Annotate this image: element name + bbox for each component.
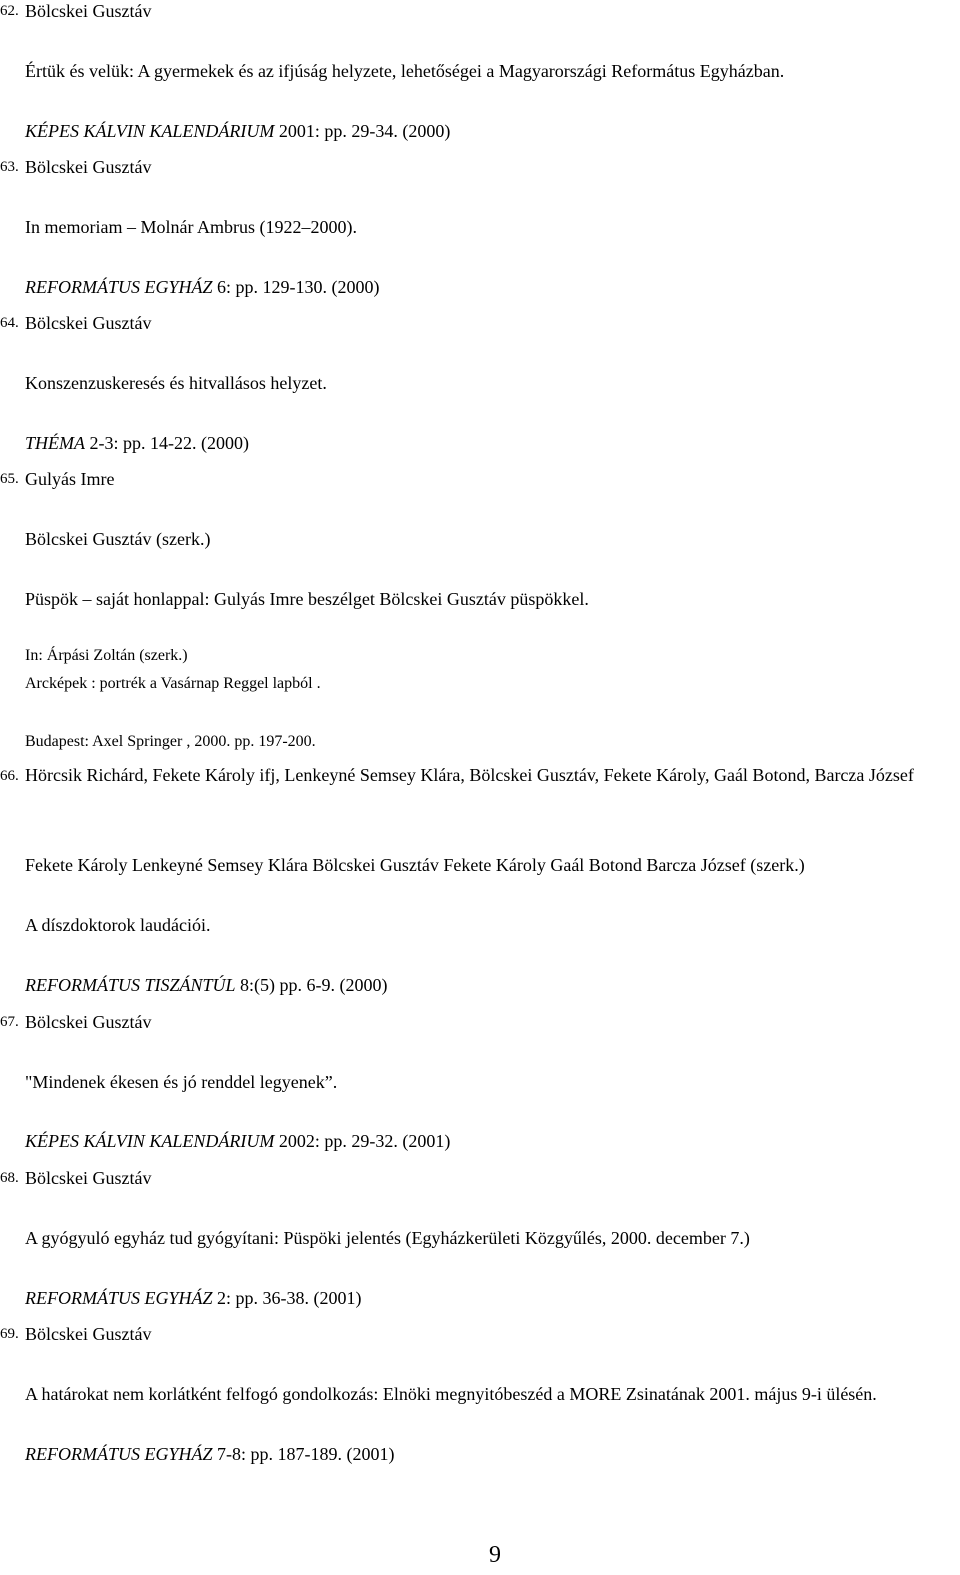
entry-title: Konszenzuskeresés és hitvallásos helyzet. xyxy=(25,373,327,393)
journal-details: 7-8: pp. 187-189. (2001) xyxy=(212,1444,395,1464)
entry-title: Értük és velük: A gyermekek és az ifjúság helyzete, lehetőségei a Magyarországi Református Egyházban. xyxy=(25,61,785,81)
entry-title: A díszdoktorok laudációi. xyxy=(25,915,211,935)
entry-author: Gulyás Imre xyxy=(25,469,115,489)
entry-title: A gyógyuló egyház tud gyógyítani: Püspöki jelentés (Egyházkerületi Közgyűlés, 2000. december 7.) xyxy=(25,1228,750,1248)
entry-editor: Bölcskei Gusztáv (szerk.) xyxy=(25,529,211,549)
entry-number: 64. xyxy=(0,315,19,331)
journal-details: 2-3: pp. 14-22. (2000) xyxy=(85,433,249,453)
entry-number: 69. xyxy=(0,1326,19,1342)
entry-book-title: Arcképek : portrék a Vasárnap Reggel lapból . xyxy=(25,675,321,692)
entry-number: 65. xyxy=(0,471,19,487)
entry-author: Bölcskei Gusztáv xyxy=(25,1324,152,1344)
journal-details: 2: pp. 36-38. (2001) xyxy=(212,1288,362,1308)
entry-number: 63. xyxy=(0,159,19,175)
entry-source xyxy=(25,1443,394,1465)
journal-details: 2002: pp. 29-32. (2001) xyxy=(274,1131,451,1151)
entry-title: A határokat nem korlátként felfogó gondolkozás: Elnöki megnyitóbeszéd a MORE Zsinatának 2001. május 9-i ülésén. xyxy=(25,1384,877,1404)
entry-source xyxy=(25,1287,361,1309)
entry-author: Bölcskei Gusztáv xyxy=(25,1168,152,1188)
journal-details: 6: pp. 129-130. (2000) xyxy=(212,277,380,297)
entry-source xyxy=(25,1130,450,1152)
entry-author: Bölcskei Gusztáv xyxy=(25,1,152,21)
journal-name: REFORMÁTUS EGYHÁZ xyxy=(25,277,213,297)
entry-source xyxy=(25,974,388,996)
journal-name: THÉMA xyxy=(25,433,85,453)
entry-author: Hörcsik Richárd, Fekete Károly ifj, Lenkeyné Semsey Klára, Bölcskei Gusztáv, Fekete Károly, Gaál Botond, Barcza József xyxy=(25,765,914,785)
page-number: 9 xyxy=(489,1542,501,1568)
entry-title: "Mindenek ékesen és jó renddel legyenek”. xyxy=(25,1072,338,1092)
entry-number: 68. xyxy=(0,1170,19,1186)
entry-title: Püspök – saját honlappal: Gulyás Imre beszélget Bölcskei Gusztáv püspökkel. xyxy=(25,589,589,609)
journal-name: KÉPES KÁLVIN KALENDÁRIUM xyxy=(25,1131,275,1151)
journal-name: REFORMÁTUS EGYHÁZ xyxy=(25,1288,213,1308)
journal-name: KÉPES KÁLVIN KALENDÁRIUM xyxy=(25,121,275,141)
journal-details: 8:(5) pp. 6-9. (2000) xyxy=(235,975,388,995)
entry-number: 62. xyxy=(0,3,19,19)
journal-name: REFORMÁTUS TISZÁNTÚL xyxy=(25,975,236,995)
entry-source xyxy=(25,120,450,142)
entry-title: In memoriam – Molnár Ambrus (1922–2000). xyxy=(25,217,357,237)
entry-author: Bölcskei Gusztáv xyxy=(25,313,152,333)
journal-name: REFORMÁTUS EGYHÁZ xyxy=(25,1444,213,1464)
entry-author: Bölcskei Gusztáv xyxy=(25,1012,152,1032)
entry-number: 66. xyxy=(0,768,19,784)
entry-number: 67. xyxy=(0,1014,19,1030)
journal-details: 2001: pp. 29-34. (2000) xyxy=(274,121,451,141)
entry-publisher: Budapest: Axel Springer , 2000. pp. 197-200. xyxy=(25,733,316,750)
entry-source xyxy=(25,276,379,298)
entry-author: Bölcskei Gusztáv xyxy=(25,157,152,177)
entry-editor: Fekete Károly Lenkeyné Semsey Klára Bölcskei Gusztáv Fekete Károly Gaál Botond Barcza József (szerk.) xyxy=(25,855,805,875)
entry-source xyxy=(25,432,249,454)
entry-in-editor: In: Árpási Zoltán (szerk.) xyxy=(25,647,188,664)
